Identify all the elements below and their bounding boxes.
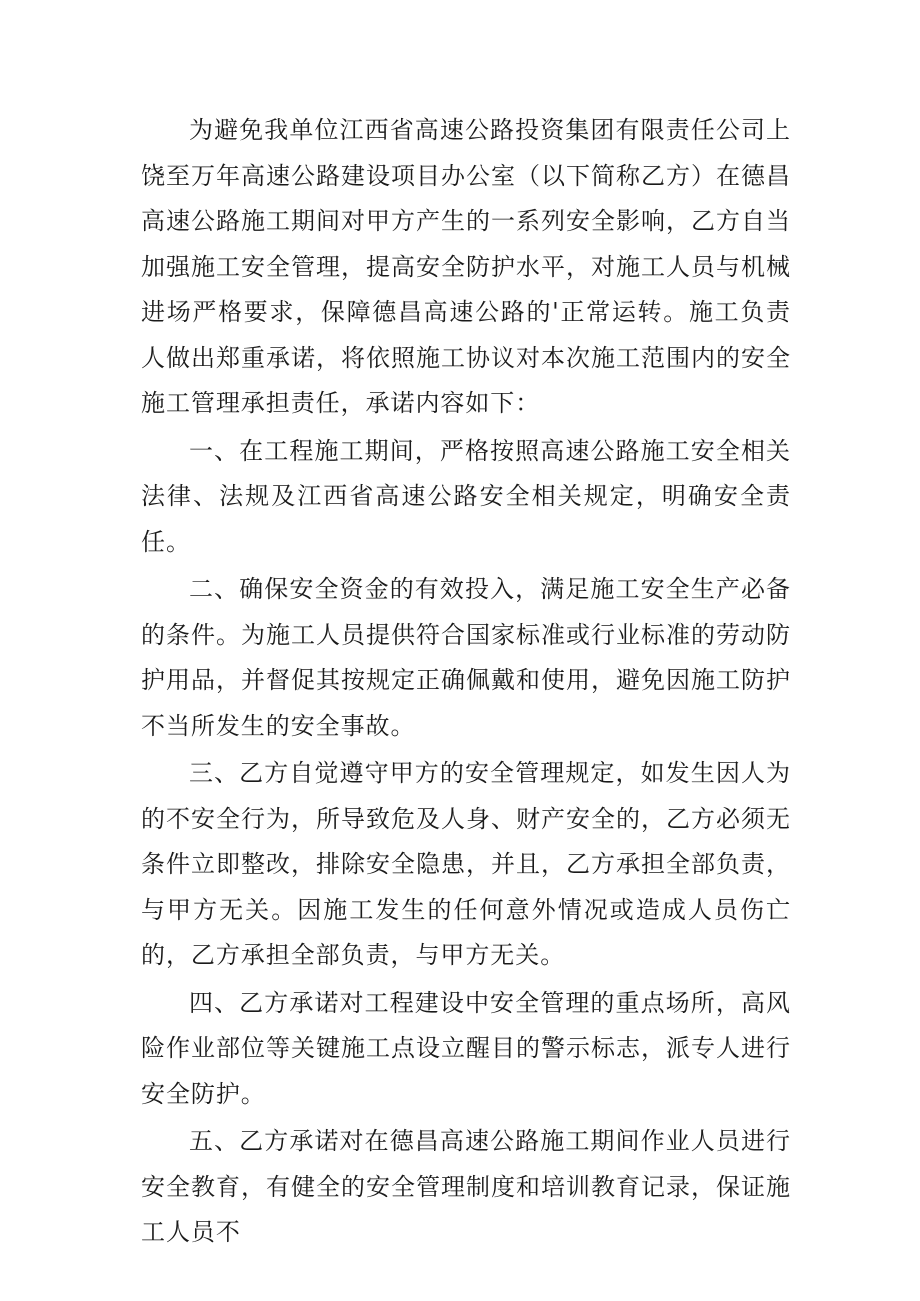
paragraph-clause-5: 五、乙方承诺对在德昌高速公路施工期间作业人员进行安全教育，有健全的安全管理制度和培训教育记录，保证施工人员不 [141,1127,791,1246]
paragraph-intro: 为避免我单位江西省高速公路投资集团有限责任公司上饶至万年高速公路建设项目办公室（以下简称乙方）在德昌高速公路施工期间对甲方产生的一系列安全影响，乙方自当加强施工安全管理，提高安全防护水平，对施工人员与机械进场严格要求，保障德昌高速公路的'正常运转。施工负责人做出郑重承诺，将依照施工协议对本次施工范围内的安全施工管理承担责任，承诺内容如下： [141,116,791,417]
paragraph-clause-3: 三、乙方自觉遵守甲方的安全管理规定，如发生因人为的不安全行为，所导致危及人身、财产安全的，乙方必须无条件立即整改，排除安全隐患，并且，乙方承担全部负责，与甲方无关。因施工发生的任何意外情况或造成人员伤亡的，乙方承担全部负责，与甲方无关。 [141,759,791,969]
document-body [141,108,791,1256]
paragraph-clause-4: 四、乙方承诺对工程建设中安全管理的重点场所，高风险作业部位等关键施工点设立醒目的警示标志，派专人进行安全防护。 [141,988,791,1108]
paragraph-clause-1: 一、在工程施工期间，严格按照高速公路施工安全相关法律、法规及江西省高速公路安全相关规定，明确安全责任。 [141,436,791,556]
paragraph-clause-2: 二、确保安全资金的有效投入，满足施工安全生产必备的条件。为施工人员提供符合国家标准或行业标准的劳动防护用品，并督促其按规定正确佩戴和使用，避免因施工防护不当所发生的安全事故。 [141,575,791,740]
